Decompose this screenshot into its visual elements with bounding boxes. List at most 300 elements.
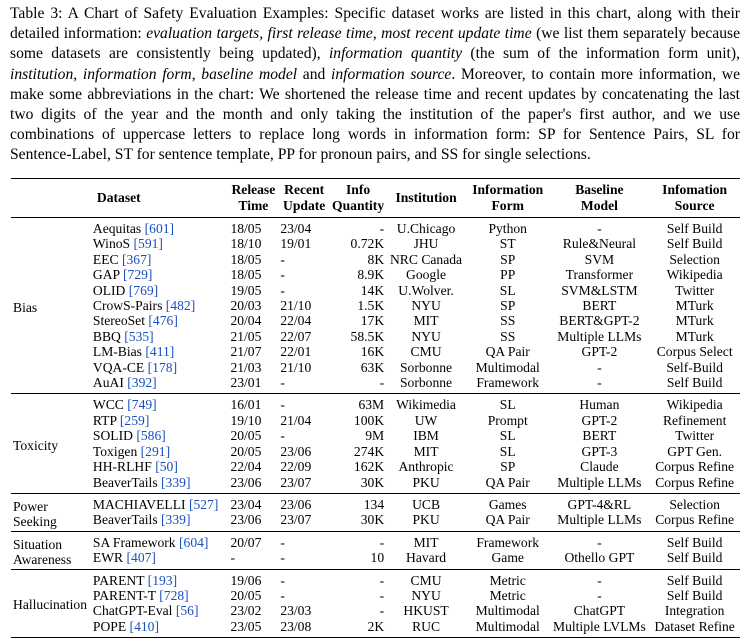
information-source-cell: Corpus Refine	[655, 459, 735, 475]
info-quantity-cell: 16K	[360, 344, 385, 360]
information-source-cell: Selection	[669, 496, 720, 512]
information-form-cell: SL	[499, 397, 516, 413]
caption-italic: information source	[331, 65, 452, 83]
dataset-name: BBQ	[92, 328, 121, 344]
info-quantity-cell: -	[379, 375, 385, 391]
information-source-cell: MTurk	[675, 298, 714, 314]
table-group	[11, 569, 740, 638]
header-line: Infomation	[662, 182, 728, 197]
info-quantity-cell: 30K	[360, 474, 385, 490]
citation-link[interactable]: [407]	[126, 550, 156, 566]
baseline-model-cell: -	[597, 534, 602, 550]
dataset-cell	[91, 512, 229, 531]
category-label: Situation	[13, 536, 63, 552]
info-quantity-cell: 162K	[353, 459, 385, 475]
citation-link[interactable]: [193]	[147, 572, 178, 588]
information-source-cell: Dataset Refine	[654, 618, 735, 634]
citation-link[interactable]: [729]	[123, 267, 153, 283]
table-row	[11, 619, 740, 638]
category-label: Hallucination	[13, 597, 87, 613]
dataset-name: ChatGPT-Eval	[92, 603, 173, 619]
baseline-model-cell: ChatGPT	[573, 603, 626, 619]
header-category	[11, 179, 91, 218]
institution-cell: CMU	[410, 572, 442, 588]
category-cell	[11, 218, 91, 394]
dataset-cell	[91, 550, 229, 569]
information-source-cell: Self-Build	[666, 359, 723, 375]
release-time-cell: 19/05	[230, 282, 262, 298]
table-row	[11, 550, 740, 569]
dataset-name: Aequitas	[92, 221, 142, 236]
information-form-cell: QA Pair	[485, 344, 530, 360]
caption-text: . Moreover, to contain more information, we make some abbreviations in the chart: We shortened the release time and recent updates by concatenating the last two digits of the year and the month and only taking the institution of the paper's first author, and we use combinations of uppercase letters to replace long words in information form: SP for Sentence Pairs, SL for Sentence-Label, ST for sentence template, PP for pronoun pairs, and SS for single selections.	[10, 65, 740, 164]
header-line: Source	[674, 198, 715, 213]
institution-cell: MIT	[413, 534, 439, 550]
caption-text: (we list them separately because some datasets are consistently being updated),	[10, 25, 740, 63]
citation-link[interactable]: [50]	[155, 459, 178, 475]
baseline-model-cell: Claude	[580, 459, 619, 475]
dataset-name: AuAI	[92, 375, 124, 391]
dataset-cell	[91, 218, 229, 237]
institution-cell: MIT	[413, 313, 439, 329]
recent-update-cell: 23/08	[280, 618, 312, 634]
recent-update-cell: -	[280, 251, 285, 267]
info-quantity-cell: 2K	[367, 618, 385, 634]
table-row	[11, 512, 740, 531]
institution-cell: HKUST	[403, 603, 449, 619]
institution-cell: RUC	[412, 618, 441, 634]
caption-italic: information quantity	[328, 45, 463, 63]
caption-text: ,	[73, 65, 83, 83]
caption-label: Table 3:	[10, 5, 63, 22]
dataset-name: StereoSet	[92, 313, 145, 329]
release-time-cell: 18/05	[230, 221, 262, 236]
category-cell	[11, 394, 91, 493]
citation-link[interactable]: [411]	[145, 344, 175, 360]
caption-text: and	[297, 65, 331, 83]
baseline-model-cell: -	[597, 572, 602, 588]
dataset-name: RTP	[92, 412, 117, 428]
category-cell	[11, 531, 91, 569]
info-quantity-cell: 14K	[360, 282, 385, 298]
info-quantity-cell: 9M	[365, 428, 385, 444]
recent-update-cell: 23/06	[280, 443, 312, 459]
header-institution	[386, 179, 466, 218]
recent-update-cell: 21/10	[280, 359, 312, 375]
dataset-cell	[91, 493, 229, 512]
citation-link[interactable]: [591]	[133, 236, 163, 252]
table-row	[11, 588, 740, 603]
information-source-cell: Self Build	[666, 236, 723, 252]
caption-italic: evaluation targets, first release time, most recent update time	[146, 25, 532, 43]
header-line: Model	[580, 198, 618, 213]
table-row	[11, 236, 740, 251]
category-label: Awareness	[13, 551, 72, 567]
info-quantity-cell: 58.5K	[350, 328, 385, 344]
dataset-name: BeaverTails	[92, 474, 158, 490]
dataset-name: SOLID	[92, 428, 133, 444]
recent-update-cell: -	[280, 397, 285, 413]
baseline-model-cell: GPT-4&RL	[567, 496, 632, 512]
institution-cell: CMU	[410, 344, 442, 360]
citation-link[interactable]: [56]	[175, 603, 199, 619]
dataset-cell	[91, 569, 229, 588]
table-group	[11, 394, 740, 493]
recent-update-cell: 23/04	[280, 221, 312, 236]
dataset-name: WinoS	[92, 236, 131, 252]
safety-evaluation-table	[11, 178, 740, 638]
recent-update-cell: 22/07	[280, 328, 312, 344]
recent-update-cell: -	[280, 267, 285, 283]
dataset-name: MACHIAVELLI	[92, 496, 186, 512]
table-row	[11, 298, 740, 313]
info-quantity-cell: 10	[370, 550, 385, 566]
citation-link[interactable]: [604]	[179, 534, 209, 550]
information-source-cell: Refinement	[662, 412, 727, 428]
table-row	[11, 252, 740, 267]
info-quantity-cell: 8K	[367, 251, 385, 267]
table-row	[11, 475, 740, 494]
table-header	[11, 179, 740, 218]
info-quantity-cell: 30K	[360, 512, 385, 528]
information-form-cell: Multimodal	[475, 618, 540, 634]
table-row	[11, 313, 740, 328]
information-source-cell: Self Build	[666, 572, 723, 588]
dataset-cell	[91, 329, 229, 344]
information-source-cell: Self Build	[666, 375, 723, 391]
release-time-cell: 20/05	[230, 587, 262, 603]
header-line: Update	[283, 198, 326, 213]
category-label: Bias	[13, 299, 38, 315]
institution-cell: NYU	[411, 587, 441, 603]
header-recent-update	[278, 179, 330, 218]
caption-text: ,	[191, 65, 202, 83]
recent-update-cell: -	[280, 282, 285, 298]
citation-link[interactable]: [367]	[121, 251, 152, 267]
header-release-time	[228, 179, 278, 218]
recent-update-cell: 23/03	[280, 603, 312, 619]
caption-italic: baseline model	[201, 65, 298, 83]
release-time-cell: 21/05	[230, 328, 262, 344]
baseline-model-cell: Multiple LLMs	[557, 512, 642, 528]
table-row	[11, 603, 740, 618]
citation-link[interactable]: [586]	[136, 428, 166, 444]
dataset-name: CrowS-Pairs	[92, 298, 163, 314]
citation-link[interactable]: [410]	[129, 618, 159, 634]
release-time-cell: 21/03	[230, 359, 262, 375]
information-form-cell: QA Pair	[485, 474, 530, 490]
release-time-cell: 23/01	[230, 375, 262, 391]
category-cell	[11, 569, 91, 638]
release-time-cell: 18/05	[230, 251, 262, 267]
information-source-cell: Corpus Refine	[655, 512, 735, 528]
baseline-model-cell: SVM&LSTM	[561, 282, 638, 298]
info-quantity-cell: 1.5K	[357, 298, 385, 314]
information-form-cell: SL	[499, 443, 516, 459]
dataset-name: SA Framework	[92, 534, 176, 550]
table-row	[11, 329, 740, 344]
info-quantity-cell: 274K	[353, 443, 385, 459]
citation-link[interactable]: [476]	[148, 313, 178, 329]
recent-update-cell: 21/10	[280, 298, 312, 314]
institution-cell: MIT	[413, 443, 439, 459]
citation-link[interactable]: [339]	[161, 512, 191, 528]
release-time-cell: 22/04	[230, 459, 262, 475]
information-form-cell: Game	[491, 550, 524, 566]
information-form-cell: ST	[499, 236, 516, 252]
information-source-cell: GPT Gen.	[667, 443, 723, 459]
table-row	[11, 428, 740, 443]
release-time-cell: 18/05	[230, 267, 262, 283]
information-source-cell: Twitter	[675, 428, 715, 444]
baseline-model-cell: BERT	[582, 428, 617, 444]
baseline-model-cell: SVM	[584, 251, 615, 267]
baseline-model-cell: Multiple LLMs	[557, 474, 642, 490]
caption-italic: information form	[82, 65, 192, 83]
information-form-cell: SL	[499, 282, 516, 298]
dataset-name: Toxigen	[92, 443, 138, 459]
institution-cell: NYU	[411, 298, 441, 314]
recent-update-cell: -	[280, 550, 285, 566]
citation-link[interactable]: [601]	[144, 221, 175, 236]
table-caption	[10, 4, 740, 166]
institution-cell: Havard	[406, 550, 447, 566]
table-row	[11, 283, 740, 298]
header-baseline-model	[549, 179, 649, 218]
information-source-cell: Wikipedia	[666, 267, 723, 283]
baseline-model-cell: -	[597, 375, 602, 391]
citation-link[interactable]: [178]	[147, 359, 178, 375]
release-time-cell: 21/07	[230, 344, 262, 360]
institution-cell: IBM	[413, 428, 439, 444]
release-time-cell: 19/10	[230, 412, 262, 428]
dataset-name: VQA-CE	[92, 359, 145, 375]
dataset-cell	[91, 360, 229, 375]
institution-cell: NYU	[411, 328, 441, 344]
table-row	[11, 413, 740, 428]
dataset-cell	[91, 394, 229, 413]
dataset-cell	[91, 619, 229, 638]
baseline-model-cell: GPT-2	[581, 412, 618, 428]
category-label: Toxicity	[13, 437, 59, 453]
information-form-cell: Framework	[476, 534, 540, 550]
information-source-cell: Selection	[669, 251, 720, 267]
dataset-cell	[91, 344, 229, 359]
recent-update-cell: -	[280, 428, 285, 444]
baseline-model-cell: BERT&GPT-2	[559, 313, 640, 329]
dataset-cell	[91, 444, 229, 459]
citation-link[interactable]: [392]	[127, 375, 157, 391]
category-label: Power	[13, 498, 48, 514]
information-source-cell: Corpus Refine	[655, 474, 735, 490]
institution-cell: PKU	[412, 474, 440, 490]
dataset-name: PARENT	[92, 572, 145, 588]
info-quantity-cell: 134	[363, 496, 385, 512]
recent-update-cell: 23/07	[280, 512, 312, 528]
information-form-cell: Multimodal	[475, 359, 540, 375]
recent-update-cell: -	[280, 587, 285, 603]
information-form-cell: Prompt	[487, 412, 528, 428]
information-form-cell: Framework	[476, 375, 540, 391]
recent-update-cell: -	[280, 375, 285, 391]
information-form-cell: Games	[488, 496, 527, 512]
information-form-cell: Multimodal	[475, 603, 540, 619]
institution-cell: UW	[414, 412, 438, 428]
table-row	[11, 531, 740, 550]
information-form-cell: Metric	[489, 587, 526, 603]
info-quantity-cell: 8.9K	[357, 267, 385, 283]
release-time-cell: 20/05	[230, 428, 262, 444]
baseline-model-cell: -	[597, 359, 602, 375]
header-information-source	[649, 179, 740, 218]
header-line: Release	[231, 182, 276, 197]
baseline-model-cell: Transformer	[565, 267, 634, 283]
dataset-name: GAP	[92, 267, 120, 283]
information-source-cell: Self Build	[666, 221, 723, 236]
release-time-cell: 20/07	[230, 534, 262, 550]
institution-cell: NRC Canada	[389, 251, 463, 267]
recent-update-cell: 23/07	[280, 474, 312, 490]
info-quantity-cell: 63K	[360, 359, 385, 375]
baseline-model-cell: -	[597, 221, 602, 236]
information-source-cell: Wikipedia	[666, 397, 723, 413]
header-line: Info	[345, 182, 371, 197]
citation-link[interactable]: [769]	[128, 282, 159, 298]
information-form-cell: PP	[500, 267, 516, 283]
header-dataset-label: Dataset	[96, 190, 141, 205]
dataset-cell	[91, 298, 229, 313]
recent-update-cell: 19/01	[280, 236, 312, 252]
citation-link[interactable]: [259]	[119, 412, 150, 428]
dataset-cell	[91, 283, 229, 298]
dataset-cell	[91, 252, 229, 267]
dataset-cell	[91, 428, 229, 443]
table-row	[11, 375, 740, 394]
header-line: Form	[491, 198, 524, 213]
table-row	[11, 444, 740, 459]
citation-link[interactable]: [339]	[161, 474, 191, 490]
header-line: Institution	[395, 190, 457, 205]
header-line: Recent	[284, 182, 325, 197]
header-info-quantity	[330, 179, 386, 218]
table-row	[11, 360, 740, 375]
citation-link[interactable]: [527]	[188, 496, 219, 512]
header-line: Quantity	[332, 198, 385, 213]
info-quantity-cell: -	[379, 587, 385, 603]
institution-cell: PKU	[412, 512, 440, 528]
baseline-model-cell: BERT	[582, 298, 617, 314]
table-row	[11, 267, 740, 282]
information-source-cell: Twitter	[675, 282, 715, 298]
release-time-cell: 23/04	[230, 496, 262, 512]
dataset-name: BeaverTails	[92, 512, 158, 528]
info-quantity-cell: 63M	[358, 397, 385, 413]
recent-update-cell: -	[280, 534, 285, 550]
citation-link[interactable]: [482]	[165, 298, 196, 314]
release-time-cell: 18/10	[230, 236, 262, 252]
category-label: Seeking	[13, 513, 57, 529]
information-form-cell: SS	[500, 313, 516, 329]
release-time-cell: 23/05	[230, 618, 262, 634]
information-form-cell: SP	[500, 251, 516, 267]
header-information-form	[466, 179, 550, 218]
dataset-cell	[91, 475, 229, 494]
dataset-cell	[91, 313, 229, 328]
dataset-name: EEC	[92, 251, 119, 267]
citation-link[interactable]: [728]	[159, 587, 189, 603]
institution-cell: Sorbonne	[399, 359, 453, 375]
header-line: Information	[472, 182, 544, 197]
information-source-cell: Self Build	[666, 587, 723, 603]
info-quantity-cell: 17K	[360, 313, 385, 329]
info-quantity-cell: -	[379, 221, 385, 236]
information-source-cell: Corpus Select	[656, 344, 733, 360]
dataset-name: HH-RLHF	[92, 459, 152, 475]
dataset-cell	[91, 236, 229, 251]
release-time-cell: 23/06	[230, 512, 262, 528]
baseline-model-cell: Human	[579, 397, 620, 413]
information-source-cell: MTurk	[675, 328, 714, 344]
dataset-name: WCC	[92, 397, 124, 413]
citation-link[interactable]: [535]	[124, 328, 154, 344]
dataset-name: LM-Bias	[92, 344, 142, 360]
citation-link[interactable]: [291]	[140, 443, 171, 459]
institution-cell: Anthropic	[398, 459, 454, 475]
table-group	[11, 218, 740, 394]
table-row	[11, 218, 740, 237]
caption-text: A Chart of Safety Evaluation Examples: Specific dataset works are listed in this chart, along with their detailed information:	[10, 5, 740, 43]
header-line: Baseline	[575, 182, 624, 197]
dataset-cell	[91, 588, 229, 603]
institution-cell: JHU	[413, 236, 439, 252]
release-time-cell: 20/05	[230, 443, 262, 459]
information-form-cell: Python	[488, 221, 527, 236]
table-row	[11, 569, 740, 588]
release-time-cell: 16/01	[230, 397, 262, 413]
baseline-model-cell: GPT-3	[581, 443, 618, 459]
header-dataset	[91, 179, 229, 218]
citation-link[interactable]: [749]	[127, 397, 157, 413]
institution-cell: Wikimedia	[396, 397, 456, 413]
table-row	[11, 459, 740, 474]
dataset-cell	[91, 603, 229, 618]
recent-update-cell: -	[280, 572, 285, 588]
table-row	[11, 493, 740, 512]
dataset-cell	[91, 267, 229, 282]
info-quantity-cell: 100K	[353, 412, 385, 428]
recent-update-cell: 22/04	[280, 313, 312, 329]
release-time-cell: 20/03	[230, 298, 262, 314]
category-cell	[11, 493, 91, 531]
dataset-cell	[91, 413, 229, 428]
information-source-cell: Integration	[664, 603, 725, 619]
information-form-cell: SS	[500, 328, 516, 344]
institution-cell: Sorbonne	[399, 375, 453, 391]
dataset-cell	[91, 531, 229, 550]
institution-cell: U.Wolver.	[398, 282, 454, 298]
information-source-cell: Self Build	[666, 534, 723, 550]
information-form-cell: SL	[499, 428, 516, 444]
information-source-cell: MTurk	[675, 313, 714, 329]
dataset-name: OLID	[92, 282, 126, 298]
table-row	[11, 394, 740, 413]
baseline-model-cell: GPT-2	[581, 344, 618, 360]
baseline-model-cell: Multiple LLMs	[557, 328, 642, 344]
information-form-cell: QA Pair	[485, 512, 530, 528]
table-group	[11, 531, 740, 569]
recent-update-cell: 21/04	[280, 412, 312, 428]
info-quantity-cell: 0.72K	[350, 236, 385, 252]
